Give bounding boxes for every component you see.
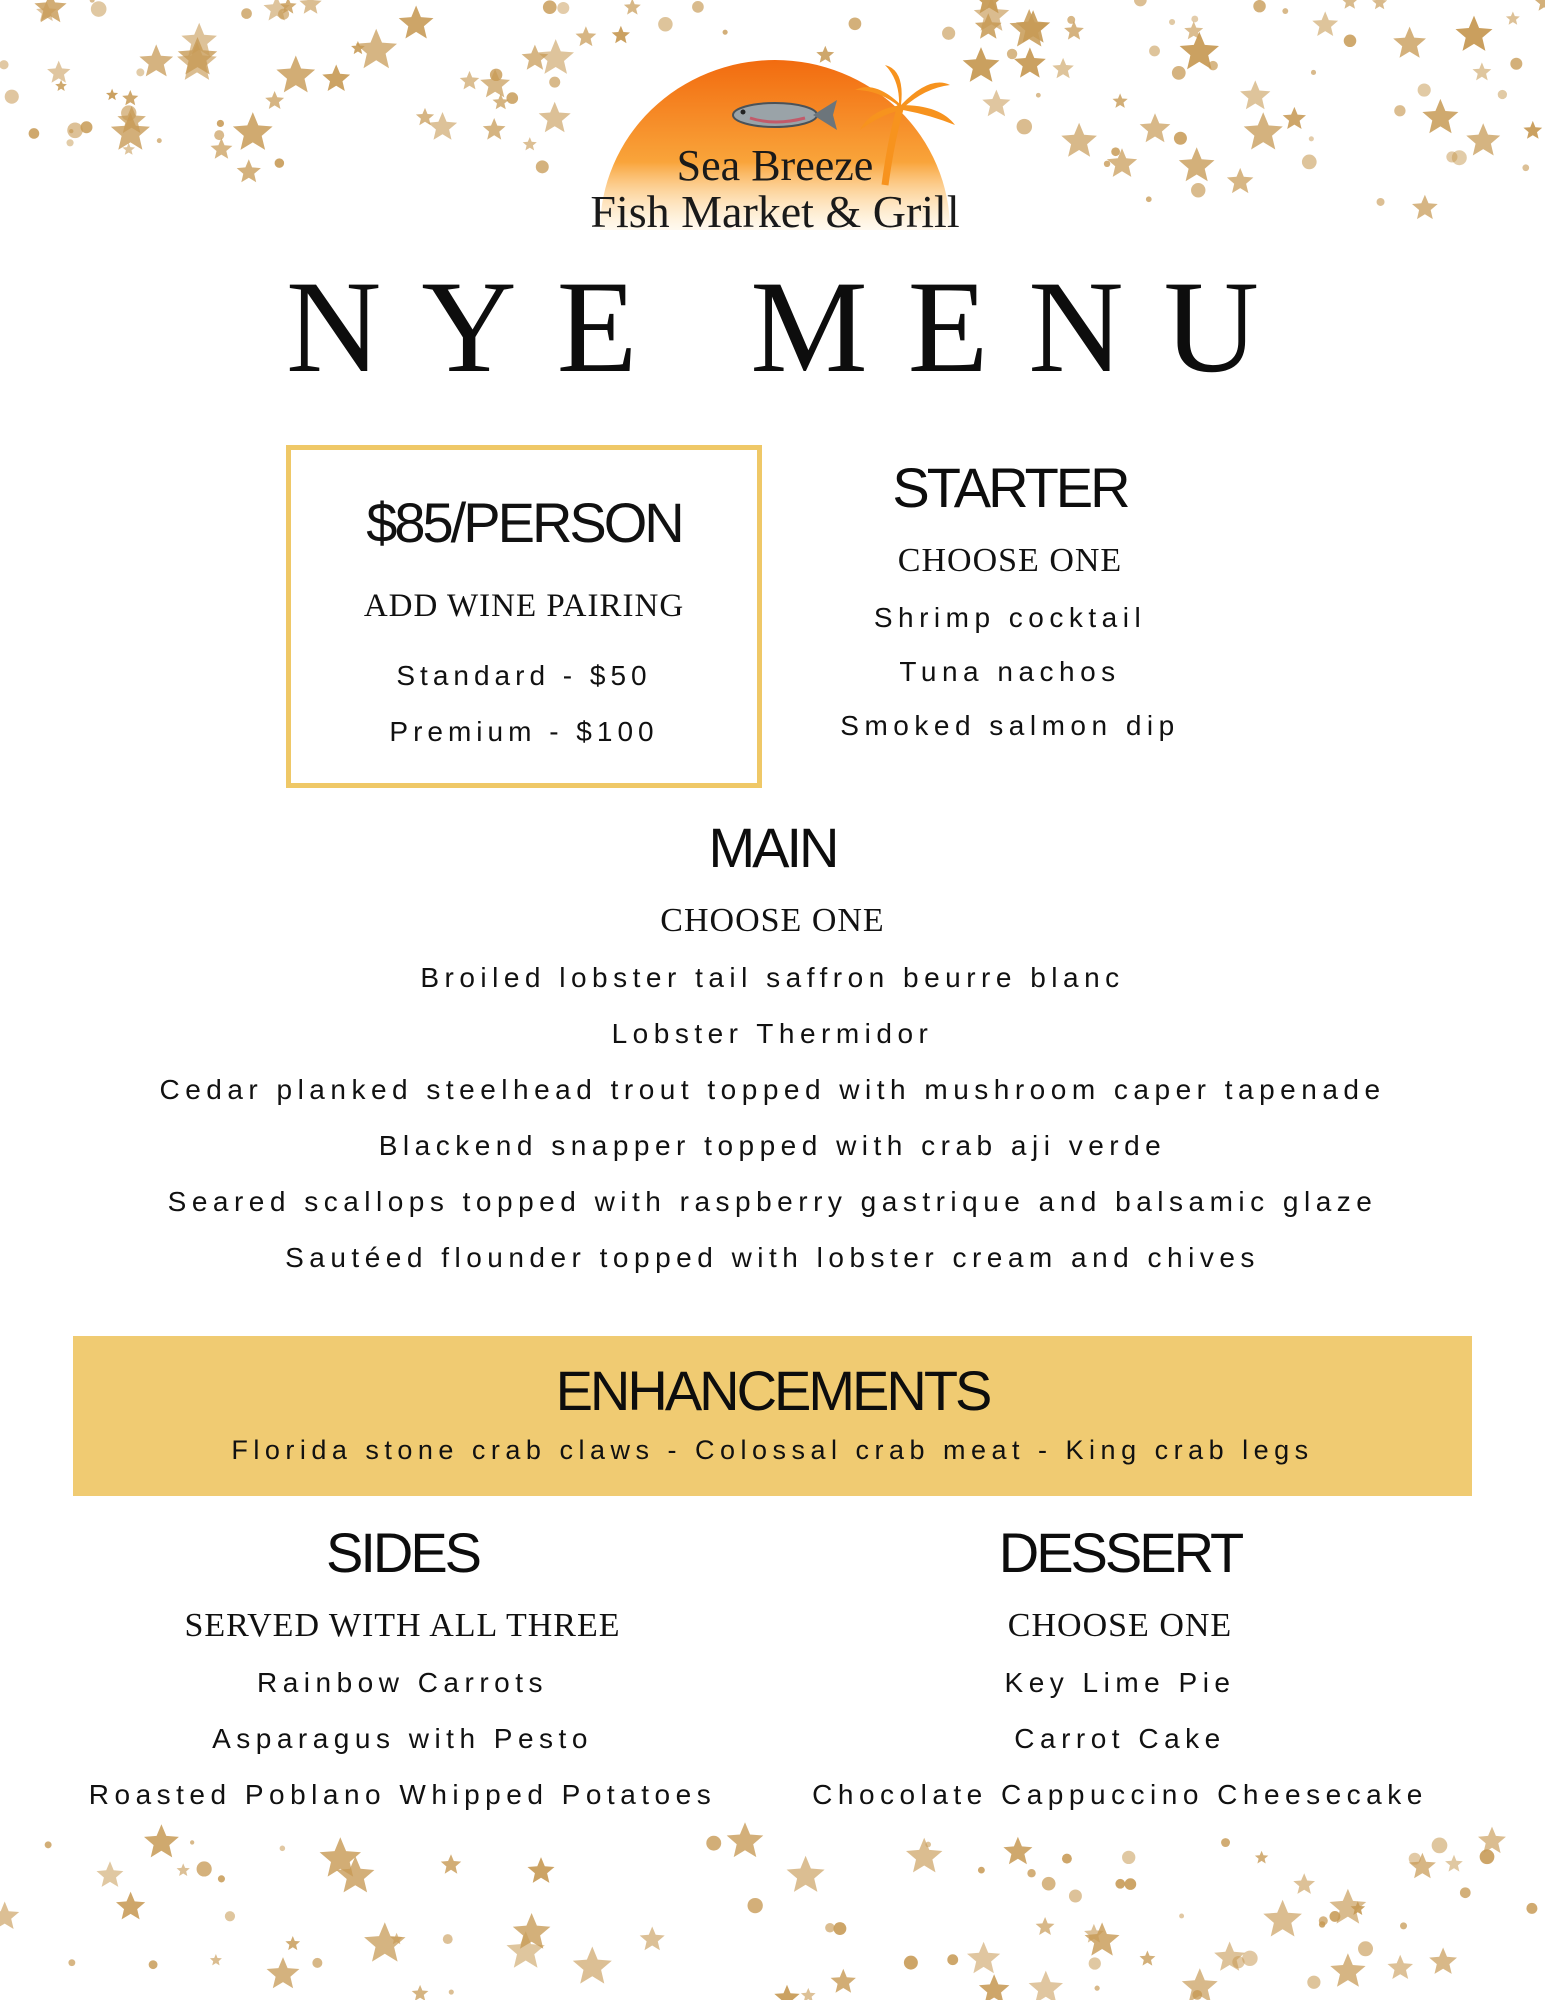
- star-icon: [974, 0, 1009, 31]
- confetti-dot: [29, 128, 40, 139]
- star-icon: [122, 143, 135, 155]
- confetti-dot: [557, 2, 569, 14]
- star-icon: [1341, 0, 1358, 9]
- star-icon: [906, 1838, 942, 1873]
- confetti-dot: [825, 1923, 835, 1933]
- star-icon: [351, 41, 365, 54]
- star-icon: [727, 1822, 764, 1857]
- confetti-dot: [1344, 34, 1357, 47]
- star-icon: [211, 138, 233, 159]
- confetti-dot: [833, 1922, 846, 1935]
- confetti-dot: [1307, 1976, 1320, 1989]
- star-icon: [178, 37, 217, 75]
- confetti-dot: [69, 129, 73, 133]
- star-icon: [1535, 0, 1545, 11]
- sides-subheading: SERVED WITH ALL THREE: [184, 1607, 621, 1644]
- star-icon: [1227, 168, 1254, 193]
- confetti-dot: [190, 1840, 194, 1844]
- confetti-dot: [1179, 1914, 1184, 1919]
- confetti-dot: [1358, 1941, 1373, 1956]
- star-icon: [1506, 12, 1520, 25]
- star-icon: [1422, 99, 1458, 133]
- star-icon: [1456, 16, 1493, 51]
- confetti-dot: [1498, 90, 1507, 99]
- star-icon: [460, 71, 479, 90]
- confetti-dot: [225, 1911, 235, 1921]
- confetti-dot: [1017, 119, 1032, 134]
- confetti-dot: [1282, 8, 1288, 14]
- star-icon: [1473, 62, 1492, 80]
- confetti-dot: [1111, 147, 1120, 156]
- confetti-dot: [275, 158, 285, 168]
- star-icon: [412, 1985, 429, 2000]
- star-icon: [1029, 1971, 1063, 2000]
- confetti-dot: [849, 17, 862, 30]
- main-section: [0, 815, 1545, 1274]
- star-icon: [55, 80, 67, 91]
- star-icon: [111, 113, 150, 150]
- confetti-dot: [536, 160, 549, 173]
- confetti-dot: [1452, 150, 1467, 165]
- sides-heading: SIDES: [325, 1521, 480, 1584]
- star-icon: [612, 26, 630, 44]
- confetti-dot: [1418, 83, 1431, 96]
- star-icon: [523, 137, 537, 150]
- starter-heading: STARTER: [892, 456, 1128, 519]
- star-icon: [285, 1936, 300, 1950]
- confetti-dot: [1067, 16, 1075, 24]
- star-icon: [233, 112, 273, 150]
- main-heading: MAIN: [708, 816, 837, 879]
- confetti-dot: [1191, 16, 1198, 23]
- star-icon: [774, 1985, 799, 2000]
- star-icon: [34, 0, 66, 22]
- star-icon: [1263, 1900, 1302, 1937]
- confetti-dot: [748, 1898, 763, 1913]
- confetti-dot: [1174, 132, 1187, 145]
- star-icon: [139, 44, 173, 76]
- confetti-dot: [1480, 1849, 1495, 1864]
- confetti-dot: [1302, 155, 1317, 170]
- confetti-dot: [1172, 66, 1186, 80]
- confetti-dot: [90, 0, 95, 3]
- confetti-dot: [1134, 0, 1147, 6]
- confetti-dot: [280, 1846, 286, 1852]
- star-icon: [1140, 1951, 1156, 1966]
- confetti-dot: [543, 0, 557, 14]
- star-icon: [507, 1931, 545, 1968]
- wine-option-standard: Standard - $50: [396, 660, 652, 691]
- main-item: Broiled lobster tail saffron beurre blanc: [420, 962, 1125, 993]
- star-icon: [181, 23, 217, 57]
- starter-item: Tuna nachos: [899, 656, 1121, 687]
- confetti-dot: [1104, 161, 1110, 167]
- star-icon: [356, 29, 398, 68]
- dessert-section: [770, 1520, 1470, 1811]
- star-icon: [1409, 1853, 1436, 1879]
- dessert-subheading: CHOOSE ONE: [1007, 1607, 1233, 1644]
- confetti-dot: [1242, 1951, 1257, 1966]
- confetti-dot: [1208, 61, 1218, 71]
- star-icon: [1388, 1955, 1414, 1979]
- confetti-dot: [1432, 1838, 1448, 1854]
- star-icon: [974, 0, 1005, 13]
- star-icon: [237, 159, 261, 182]
- confetti-dot: [904, 1956, 918, 1970]
- starter-item: Shrimp cocktail: [873, 602, 1147, 633]
- confetti-dot: [1149, 46, 1160, 57]
- confetti-dot: [136, 68, 144, 76]
- star-icon: [1255, 1851, 1268, 1864]
- star-icon: [210, 1954, 222, 1965]
- confetti-dot: [91, 1, 107, 17]
- sides-item: Roasted Poblano Whipped Potatoes: [88, 1779, 717, 1810]
- confetti-dot: [449, 1989, 454, 1994]
- confetti-dot: [490, 69, 502, 81]
- star-icon: [480, 69, 510, 97]
- confetti-dot: [1042, 1877, 1056, 1891]
- star-icon: [416, 108, 434, 125]
- confetti-dot: [658, 17, 672, 31]
- star-icon: [1061, 123, 1097, 157]
- main-subheading: CHOOSE ONE: [660, 902, 885, 939]
- star-icon: [1330, 1889, 1367, 1924]
- confetti-dot: [157, 138, 162, 143]
- star-icon: [1312, 11, 1338, 36]
- confetti-dot: [706, 1836, 721, 1851]
- star-icon: [1180, 32, 1219, 69]
- sides-item: Rainbow Carrots: [256, 1667, 549, 1698]
- confetti-dot: [1146, 196, 1152, 202]
- star-icon: [1179, 147, 1215, 181]
- confetti-dot: [197, 1861, 212, 1876]
- star-icon: [483, 118, 506, 140]
- star-icon: [1393, 27, 1426, 58]
- star-icon: [1085, 1922, 1120, 1955]
- starter-subheading: CHOOSE ONE: [897, 542, 1123, 579]
- star-icon: [1113, 93, 1128, 108]
- dessert-item: Key Lime Pie: [1004, 1667, 1236, 1698]
- star-icon: [1064, 21, 1084, 40]
- confetti-dot: [1409, 1853, 1421, 1865]
- confetti-dot: [1062, 1854, 1072, 1864]
- star-icon: [428, 112, 457, 140]
- star-icon: [522, 45, 549, 70]
- star-icon: [1003, 1837, 1032, 1865]
- confetti-dot: [692, 1, 704, 13]
- confetti-dot: [942, 27, 955, 40]
- confetti-dot: [723, 30, 728, 35]
- star-icon: [1107, 148, 1137, 177]
- star-icon: [1478, 1827, 1506, 1854]
- dessert-item: Carrot Cake: [1014, 1723, 1226, 1754]
- main-item: Cedar planked steelhead trout topped with mushroom caper tapenade: [159, 1074, 1386, 1105]
- sides-item: Asparagus with Pesto: [212, 1723, 593, 1754]
- star-icon: [493, 94, 509, 110]
- star-icon: [831, 1969, 856, 1993]
- logo-line-1: Sea Breeze: [676, 141, 874, 190]
- star-icon: [1182, 1968, 1218, 2000]
- confetti-dot: [1122, 1851, 1135, 1864]
- star-icon: [576, 26, 597, 46]
- confetti-dot: [1221, 1838, 1230, 1847]
- confetti-dot: [218, 1875, 225, 1882]
- confetti-dot: [66, 139, 73, 146]
- confetti-dot: [1115, 1879, 1125, 1889]
- confetti-dot: [1192, 1990, 1202, 2000]
- star-icon: [36, 1, 57, 21]
- starter-section: [780, 455, 1240, 742]
- confetti-dot: [1319, 1921, 1325, 1927]
- star-icon: [280, 0, 297, 14]
- confetti-dot: [1377, 198, 1385, 206]
- enhancements-heading: ENHANCEMENTS: [555, 1359, 990, 1422]
- confetti-dot: [312, 1958, 322, 1968]
- confetti-dot: [1446, 151, 1457, 162]
- enhancements-band: [73, 1336, 1472, 1496]
- star-icon: [0, 1902, 19, 1930]
- star-icon: [299, 0, 321, 14]
- confetti-dot: [506, 92, 518, 104]
- confetti-dot: [241, 8, 252, 19]
- wine-option-premium: Premium - $100: [389, 716, 659, 747]
- star-icon: [122, 90, 138, 105]
- star-icon: [967, 1942, 1000, 1974]
- star-icon: [144, 1824, 179, 1857]
- star-icon: [97, 1861, 124, 1887]
- star-icon: [1014, 47, 1046, 77]
- star-icon: [1283, 107, 1306, 129]
- confetti-dot: [68, 1959, 75, 1966]
- star-icon: [1084, 1924, 1104, 1943]
- confetti-dot: [1311, 70, 1316, 75]
- price-per-person: $85/PERSON: [366, 491, 682, 554]
- confetti-dot: [1169, 19, 1175, 25]
- star-icon: [1293, 1873, 1315, 1894]
- confetti-dot: [1522, 164, 1529, 171]
- restaurant-logo: [555, 60, 995, 250]
- sides-section: [30, 1520, 775, 1811]
- star-icon: [265, 91, 284, 109]
- confetti-dot: [1319, 1916, 1328, 1925]
- confetti-dot: [1526, 1903, 1537, 1914]
- confetti-dot: [1253, 0, 1265, 12]
- confetti-dot: [45, 1841, 52, 1848]
- main-item: Sautéed flounder topped with lobster cream and chives: [285, 1242, 1260, 1273]
- dessert-heading: DESSERT: [998, 1521, 1242, 1584]
- confetti-dot: [1232, 1956, 1244, 1968]
- star-icon: [391, 1933, 403, 1945]
- confetti-dot: [67, 123, 83, 139]
- confetti-dot: [5, 90, 19, 104]
- confetti-dot: [925, 1842, 931, 1848]
- star-icon: [276, 56, 315, 93]
- price-box: [286, 445, 762, 788]
- star-icon: [1429, 1948, 1457, 1974]
- star-icon: [47, 61, 70, 83]
- confetti-dot: [1329, 1911, 1340, 1922]
- star-icon: [1372, 0, 1387, 9]
- confetti-dot: [1191, 183, 1205, 197]
- confetti-dot: [1125, 1878, 1137, 1890]
- star-icon: [106, 89, 118, 101]
- star-icon: [441, 1854, 461, 1874]
- confetti-dot: [0, 60, 9, 69]
- star-icon: [979, 1974, 1010, 2000]
- star-icon: [267, 1957, 300, 1988]
- dessert-item: Chocolate Cappuccino Cheesecake: [812, 1779, 1428, 1810]
- star-icon: [399, 6, 434, 39]
- starter-item: Smoked salmon dip: [840, 710, 1180, 741]
- confetti-dot: [149, 1960, 158, 1969]
- star-icon: [177, 1863, 190, 1876]
- star-icon: [1214, 1942, 1245, 1971]
- star-icon: [1523, 121, 1542, 139]
- confetti-dot: [1007, 49, 1017, 59]
- confetti-dot: [1089, 1957, 1101, 1969]
- star-icon: [1445, 1855, 1463, 1872]
- wine-pairing-heading: ADD WINE PAIRING: [363, 588, 685, 624]
- star-icon: [336, 1856, 374, 1892]
- main-item: Lobster Thermidor: [611, 1018, 934, 1049]
- star-icon: [364, 1922, 405, 1961]
- logo-line-2: Fish Market & Grill: [590, 186, 960, 237]
- confetti-dot: [1510, 58, 1522, 70]
- star-icon: [975, 13, 1002, 39]
- page-title: NYE MENU: [286, 253, 1299, 400]
- star-icon: [320, 1837, 361, 1876]
- star-icon: [1010, 9, 1049, 47]
- star-icon: [1140, 113, 1171, 142]
- star-icon: [1351, 1901, 1366, 1915]
- star-icon: [640, 1927, 665, 1951]
- star-icon: [264, 0, 290, 20]
- confetti-dot: [1394, 105, 1405, 116]
- star-icon: [1184, 21, 1203, 39]
- star-icon: [573, 1947, 612, 1984]
- star-icon: [1036, 1917, 1055, 1935]
- star-icon: [801, 1988, 816, 2000]
- confetti-dot: [214, 130, 224, 140]
- star-icon: [1016, 10, 1050, 43]
- confetti-dot: [1036, 93, 1041, 98]
- star-icon: [322, 65, 350, 92]
- confetti-dot: [1460, 1887, 1471, 1898]
- star-icon: [1412, 195, 1438, 219]
- confetti-dot: [81, 121, 93, 133]
- star-icon: [787, 1856, 825, 1892]
- star-icon: [1330, 1953, 1365, 1987]
- star-icon: [513, 1913, 551, 1949]
- main-item: Blackend snapper topped with crab aji verde: [378, 1130, 1167, 1161]
- confetti-dot: [217, 120, 224, 127]
- confetti-dot: [978, 1867, 985, 1874]
- star-icon: [1052, 58, 1073, 78]
- star-icon: [177, 42, 217, 80]
- confetti-dot: [278, 9, 289, 20]
- star-icon: [528, 1857, 555, 1883]
- confetti-dot: [1309, 136, 1314, 141]
- confetti-dot: [443, 1934, 453, 1944]
- star-icon: [117, 106, 145, 133]
- star-icon: [1466, 123, 1500, 155]
- confetti-dot: [1400, 1922, 1407, 1929]
- star-icon: [624, 0, 641, 15]
- star-icon: [116, 1892, 145, 1920]
- confetti-dot: [1027, 1869, 1035, 1877]
- star-icon: [1240, 80, 1270, 109]
- confetti-dot: [1069, 1890, 1082, 1903]
- star-icon: [1244, 112, 1283, 149]
- confetti-dot: [1094, 1986, 1099, 1991]
- enhancements-text: Florida stone crab claws - Colossal crab meat - King crab legs: [231, 1435, 1314, 1465]
- confetti-dot: [947, 1954, 958, 1965]
- confetti-dot: [121, 105, 136, 120]
- main-item: Seared scallops topped with raspberry gastrique and balsamic glaze: [167, 1186, 1378, 1217]
